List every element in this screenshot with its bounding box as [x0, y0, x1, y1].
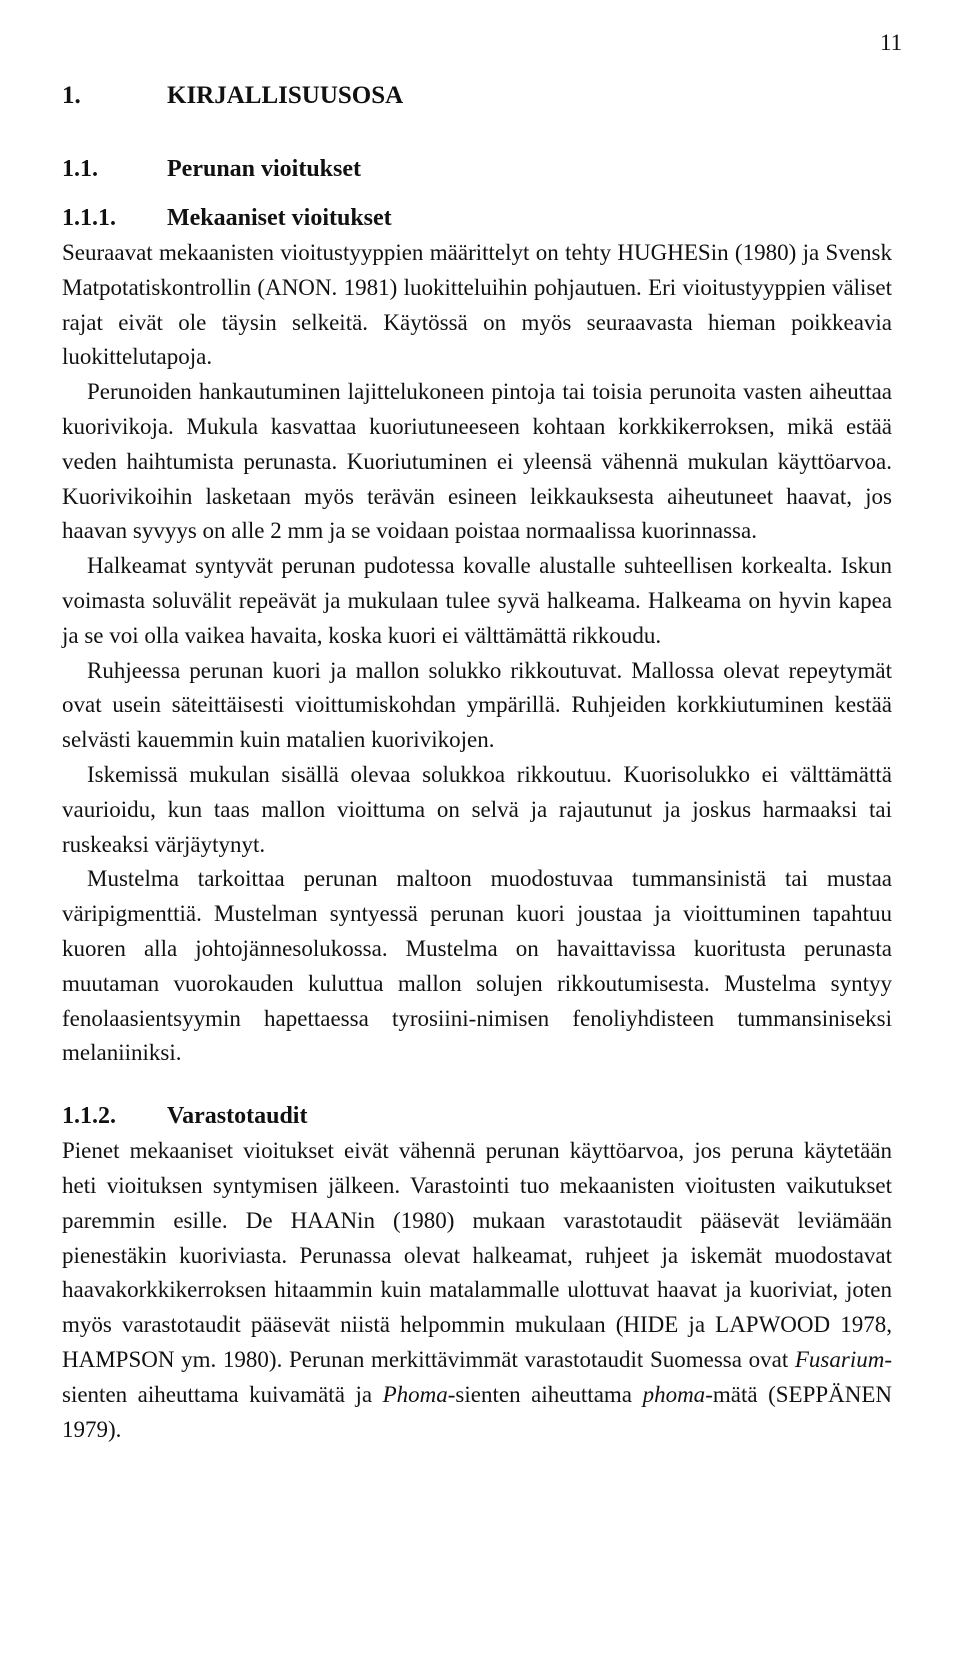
section-title: Perunan vioitukset — [167, 156, 362, 182]
subsection-number: 1.1.2. — [62, 1103, 116, 1130]
text-run: -sienten aiheuttama — [447, 1381, 633, 1407]
paragraph: Mustelma tarkoittaa perunan maltoon muodostuvaa tummansinistä tai mustaa väripigmenttiä. Mustelman syntyessä perunan kuori joustaa ja vioittuminen tapahtuu kuoren alla johtojännesolukossa. Mustelma on havaittavissa kuoritusta perunasta muutaman vuorokauden kuluttua mallon solujen rikkoutumisesta. Mustelma syntyy fenolaasientsyymin hapettaessa tyrosiini-nimisen fenoliyhdisteen tummansiniseksi melaniiniksi. — [62, 866, 892, 1066]
subsection-title: Varastotaudit — [167, 1103, 308, 1130]
paragraph: Halkeamat syntyvät perunan pudotessa kovalle alustalle suhteellisen korkealta. Iskun voimasta soluvälit repeävät ja mukulaan tulee syvä halkeama. Halkeama on hyvin kapea ja se voi olla vaikea havaita, koska kuori ei välttämättä rikkoudu. — [62, 553, 892, 648]
text-run: Pienet mekaaniset vioitukset eivät vähennä perunan käyttöarvoa, jos peruna käytetään heti vioituksen syntymisen jälkeen. Varastointi tuo mekaanisten vioitusten vaikutukset paremmin esille. De HAANin (1980) mukaan varastotaudit pääsevät leviämään pienestäkin kuoriviasta. Perunassa olevat halkeamat, ruhjeet ja iskemät muodostavat haavakorkkikerroksen hitaammin kuin matalammalle ulottuvat haavat ja kuoriviat, joten myös varastotaudit pääsevät niistä helpommin mukulaan (HIDE ja LAPWOOD 1978, HAMPSON ym. 1980). Perunan merkittävimmät varastotaudit Suomessa ovat — [62, 1138, 892, 1372]
paragraph: Ruhjeessa perunan kuori ja mallon solukko rikkoutuvat. Mallossa olevat repeytymät ovat usein säteittäisesti vioittumiskohdan ympärillä. Ruhjeiden korkkiutuminen kestää selvästi kauemmin kuin matalien kuorivikojen. — [62, 657, 892, 753]
paragraph: Iskemissä mukulan sisällä olevaa solukkoa rikkoutuu. Kuorisolukko ei välttämättä vaurioidu, kun taas mallon vioittuma on selvä ja rajautunut ja joskus harmaaksi tai ruskeaksi värjäytynyt. — [62, 761, 892, 857]
paragraph-varastotaudit — [62, 1134, 892, 1447]
text-run: -mätä (SEPPÄNEN 1979). — [62, 1381, 893, 1442]
subsection-heading-mekaaniset — [62, 205, 892, 232]
italic-term: phoma — [642, 1381, 706, 1407]
section-heading — [62, 156, 892, 183]
subsection-number: 1.1.1. — [62, 205, 116, 231]
text-run: -sienten aiheuttama kuivamätä ja — [62, 1346, 892, 1407]
subsection-heading-varastotaudit — [62, 1103, 892, 1130]
page-number: 11 — [880, 30, 903, 55]
chapter-title: KIRJALLISUUSOSA — [167, 82, 404, 109]
document-body — [62, 80, 892, 1447]
subsection-title: Mekaaniset vioitukset — [167, 205, 392, 231]
italic-term: Phoma — [382, 1381, 448, 1407]
paragraph: Seuraavat mekaanisten vioitustyyppien määrittelyt on tehty HUGHESin (1980) ja Svensk Matpotatiskontrollin (ANON. 1981) luokitteluihin pohjautuen. Eri vioitustyyppien väliset rajat eivät ole täysin selkeitä. Käytössä on myös seuraavasta hieman poikkeavia luokittelutapoja. — [62, 240, 892, 370]
chapter-number: 1. — [62, 82, 81, 109]
chapter-heading — [62, 82, 892, 110]
section-number: 1.1. — [62, 156, 98, 182]
paragraph: Perunoiden hankautuminen lajittelukoneen pintoja tai toisia perunoita vasten aiheuttaa kuorivikoja. Mukula kasvattaa kuoriutuneeseen kohtaan korkkikerroksen, mikä estää veden haihtumista perunasta. Kuoriutuminen ei yleensä vähennä mukulan käyttöarvoa. Kuorivikoihin lasketaan myös terävän esineen leikkauksesta aiheutuneet haavat, jos haavan syvyys on alle 2 mm ja se voidaan poistaa normaalissa kuorinnassa. — [62, 379, 892, 544]
italic-term: Fusarium — [794, 1346, 885, 1372]
